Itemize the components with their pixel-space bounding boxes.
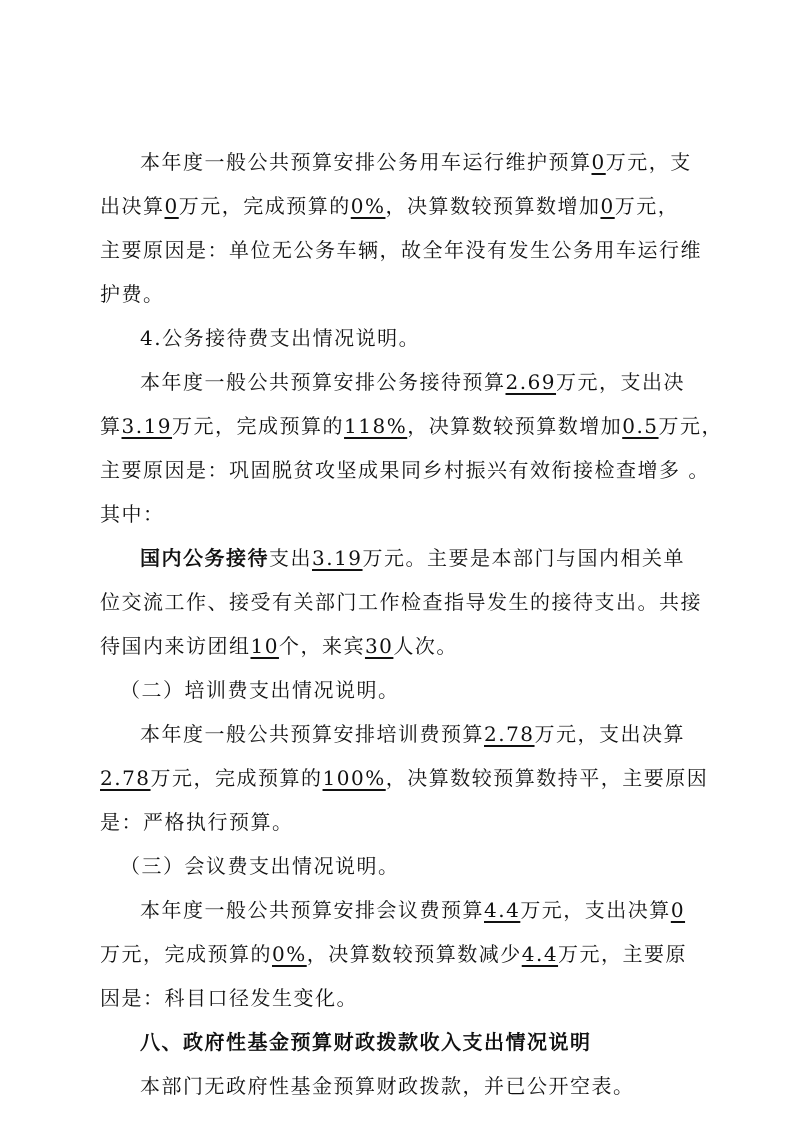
underlined-value: 2.69 [505,370,557,394]
text: 本年度一般公共预算安排公务接待预算 [140,370,506,394]
underlined-value: 0 [591,150,606,174]
underlined-value: 2.78 [100,766,151,790]
paragraph-line [100,632,700,660]
text: ，决算数较预算数减少 [306,942,522,966]
text: 人次。 [393,634,458,658]
text: 支出 [269,546,312,570]
paragraph-line [140,896,700,924]
paragraph-line: 护费。 [100,282,165,306]
underlined-value: 2.78 [484,722,535,746]
paragraph-line [140,720,700,748]
paragraph-line: 因是：科目口径发生变化。 [100,986,358,1010]
bold-term: 国内公务接待 [140,546,269,570]
section-heading: （二）培训费支出情况说明。 [120,678,400,702]
text: 万元，主要原 [558,942,688,966]
paragraph-line: 本部门无政府性基金预算财政拨款，并已公开空表。 [140,1074,635,1098]
section-heading: （三）会议费支出情况说明。 [120,854,400,878]
section-heading: 4.公务接待费支出情况说明。 [140,326,421,350]
text: 个，来宾 [278,634,365,658]
underlined-value: 3.19 [121,414,173,438]
underlined-value: 0.5 [622,414,659,438]
text: 出决算 [100,194,165,218]
underlined-value: 10 [250,634,279,658]
text: 万元，支 [605,150,692,174]
paragraph-line: 主要原因是：单位无公务车辆，故全年没有发生公务用车运行维 [100,238,702,262]
text: 万元， [658,414,724,438]
underlined-value: 0 [164,194,179,218]
text: 本年度一般公共预算安排会议费预算 [140,898,484,922]
underlined-value: 0% [272,942,307,966]
paragraph-line [140,368,700,396]
paragraph-line: 位交流工作、接受有关部门工作检查指导发生的接待支出。共接 [100,590,702,614]
underlined-value: 0% [350,194,386,218]
text: 万元， [614,194,680,218]
paragraph-line [140,544,700,572]
underlined-value: 30 [364,634,394,658]
paragraph-line [100,192,700,220]
paragraph-line [100,412,724,440]
underlined-value: 3.19 [312,546,363,570]
underlined-value: 100% [322,766,386,790]
paragraph-line: 是：严格执行预算。 [100,810,294,834]
text: ，决算数较预算数增加 [407,414,623,438]
text: 万元，完成预算的 [150,766,323,790]
text: 待国内来访团组 [100,634,251,658]
underlined-value: 4.4 [521,942,559,966]
text: 万元。主要是本部门与国内相关单 [362,546,686,570]
paragraph-line: 主要原因是：巩固脱贫攻坚成果同乡村振兴有效衔接检查增多 。 [100,458,710,482]
text: 万元，完成预算的 [100,942,272,966]
paragraph-line [100,764,709,792]
text: 万元，完成预算的 [172,414,345,438]
underlined-value: 4.4 [484,898,521,922]
text: 万元，支出决 [556,370,686,394]
text: 万元，完成预算的 [178,194,351,218]
text: 万元，支出决算 [520,898,671,922]
underlined-value: 0 [670,898,686,922]
paragraph-line: 其中： [100,502,165,526]
text: 本年度一般公共预算安排培训费预算 [140,722,484,746]
paragraph-line [140,148,700,176]
section-heading: 八、政府性基金预算财政拨款收入支出情况说明 [140,1030,592,1054]
underlined-value: 0 [600,194,615,218]
text: 本年度一般公共预算安排公务用车运行维护预算 [140,150,592,174]
text: 万元，支出决算 [534,722,686,746]
underlined-value: 118% [344,414,408,438]
text: 算 [100,414,122,438]
paragraph-line [100,940,700,968]
text: ，决算数较预算数增加 [385,194,601,218]
text: ，决算数较预算数持平，主要原因 [385,766,709,790]
